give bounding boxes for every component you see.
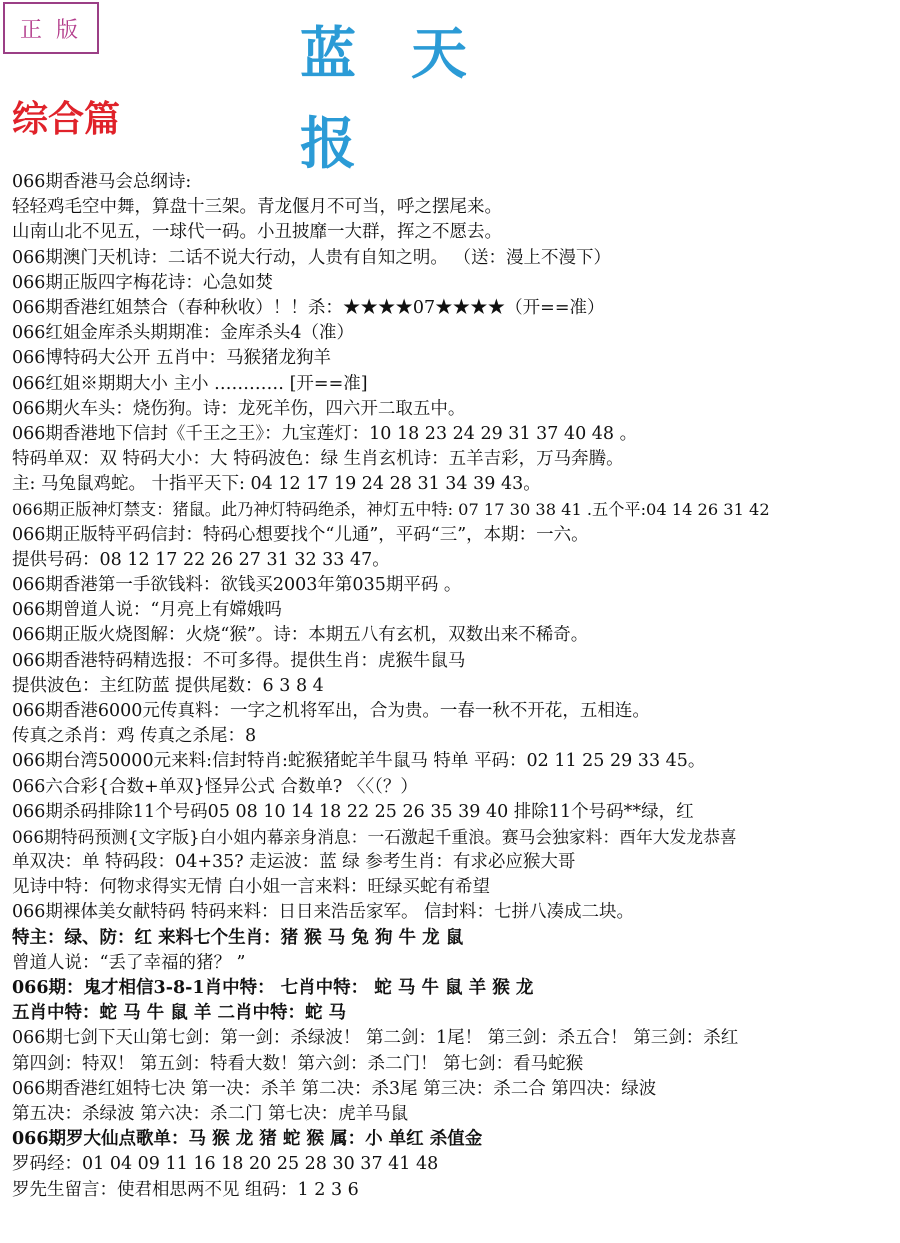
text-line: 066期香港第一手欲钱料：欲钱买2003年第035期平码 。: [12, 575, 462, 595]
text-line: 单双决：单 特码段：04+35? 走运波：蓝 绿 参考生肖：有求必应猴大哥: [12, 852, 576, 873]
text-line: 066期台湾50000元来料:信封特肖:蛇猴猪蛇羊牛鼠马 特单 平码：02 11 25 29 33 45。: [12, 751, 706, 772]
text-line: 066期正版四字梅花诗：心急如焚: [12, 272, 273, 293]
text-line: 特主：绿、防：红 来料七个生肖：猪 猴 马 兔 狗 牛 龙 鼠: [12, 927, 464, 948]
text-line: 特码单双：双 特码大小：大 特码波色：绿 生肖玄机诗：五羊吉彩，万马奔腾。: [12, 449, 624, 470]
text-line: 提供号码：08 12 17 22 26 27 31 32 33 47。: [12, 549, 390, 570]
newspaper-masthead: 蓝天报: [300, 22, 522, 177]
text-line: 066期正版火烧图解：火烧“猴”。诗：本期五八有玄机，双数出来不稀奇。: [12, 625, 589, 646]
text-line: 见诗中特：何物求得实无情 白小姐一言来料：旺绿买蛇有希望: [12, 877, 491, 898]
text-line: 066期香港马会总纲诗:: [12, 172, 192, 192]
text-line: 罗码经：01 04 09 11 16 18 20 25 28 30 37 41 48: [12, 1154, 439, 1175]
text-line: 066期罗大仙点歌单：马 猴 龙 猪 蛇 猴 属：小 单红 杀值金: [12, 1129, 483, 1150]
article-body: [12, 170, 897, 1203]
text-line: 罗先生留言：使君相思两不见 组码：1 2 3 6: [12, 1179, 359, 1200]
section-title: 综合篇: [12, 98, 121, 140]
text-line: 066期裸体美女献特码 特码来料：日日来浩岳家军。 信封料：七拼八凑成二块。: [12, 902, 635, 923]
text-line: 066期香港特码精选报：不可多得。提供生肖：虎猴牛鼠马: [12, 650, 466, 671]
genuine-edition-badge: 正版: [3, 2, 99, 54]
text-line: 第四剑：特双！ 第五剑：特看大数！第六剑：杀二门！ 第七剑：看马蛇猴: [12, 1053, 584, 1074]
text-line: 066六合彩{合数+单双}怪异公式 合数单? 〈〈（？）: [12, 776, 418, 797]
text-line: 第五决：杀绿波 第六决：杀二门 第七决：虎羊马鼠: [12, 1103, 409, 1124]
text-line: 066期正版神灯禁支：猪鼠。此乃神灯特码绝杀，神灯五中特: 07 17 30 38 41 .五个平:04 14 26 31 42: [12, 500, 770, 520]
text-line: 066期正版特平码信封：特码心想要找个“儿通”，平码“三”，本期：一六。: [12, 524, 589, 545]
text-line: 提供波色：主红防蓝 提供尾数：6 3 8 4: [12, 675, 324, 696]
text-line: 传真之杀肖：鸡 传真之杀尾：8: [12, 726, 257, 747]
text-line: 066期曾道人说：“月亮上有嫦娥吗: [12, 600, 282, 621]
text-line: 066红姐※期期大小 主小 ………… [开==准]: [12, 373, 368, 394]
text-line: 066期火车头：烧伤狗。诗：龙死羊伤，四六开二取五中。: [12, 398, 466, 419]
text-line: 066期澳门天机诗：二话不说大行动，人贵有自知之明。 （送：漫上不漫下）: [12, 247, 611, 268]
text-line: 066期特码预测{文字版}白小姐内幕亲身消息：一石激起千重浪。赛马会独家料：酉年大发龙恭喜: [12, 826, 737, 847]
text-line: 山南山北不见五，一球代一码。小丑披靡一大群，挥之不愿去。: [12, 222, 502, 243]
text-line: 066期杀码排除11个号码05 08 10 14 18 22 25 26 35 39 40 排除11个号码**绿，红: [12, 801, 694, 822]
text-line: 066红姐金库杀头期期准：金库杀头4（准）: [12, 323, 355, 344]
text-line: 066期香港6000元传真料：一字之机将军出，合为贵。一春一秋不开花，五相连。: [12, 700, 650, 721]
text-line: 五肖中特：蛇 马 牛 鼠 羊 二肖中特：蛇 马: [12, 1003, 347, 1024]
text-line: 066期香港红姐禁合（春种秋收）！！杀：★★★★07★★★★（开==准）: [12, 297, 605, 318]
text-line: 轻轻鸡毛空中舞，算盘十三架。青龙偃月不可当，呼之摆尾来。: [12, 197, 502, 218]
text-line: 主: 马兔鼠鸡蛇。 十指平天下: 04 12 17 19 24 28 31 34 39 43。: [12, 474, 541, 495]
text-line: 曾道人说：“丢了幸福的猪？ ”: [12, 952, 246, 973]
text-line: 066期：鬼才相信3-8-1肖中特： 七肖中特： 蛇 马 牛 鼠 羊 猴 龙: [12, 978, 534, 998]
text-line: 066博特码大公开 五肖中：马猴猪龙狗羊: [12, 348, 331, 369]
text-line: 066期香港红姐特七决 第一决：杀羊 第二决：杀3尾 第三决：杀二合 第四决：绿波: [12, 1078, 657, 1099]
text-line: 066期七剑下天山第七剑：第一剑：杀绿波！ 第二剑：1尾！ 第三剑：杀五合！ 第三剑：杀红: [12, 1028, 739, 1049]
text-line: 066期香港地下信封《千王之王》：九宝莲灯：10 18 23 24 29 31 37 40 48 。: [12, 423, 638, 444]
